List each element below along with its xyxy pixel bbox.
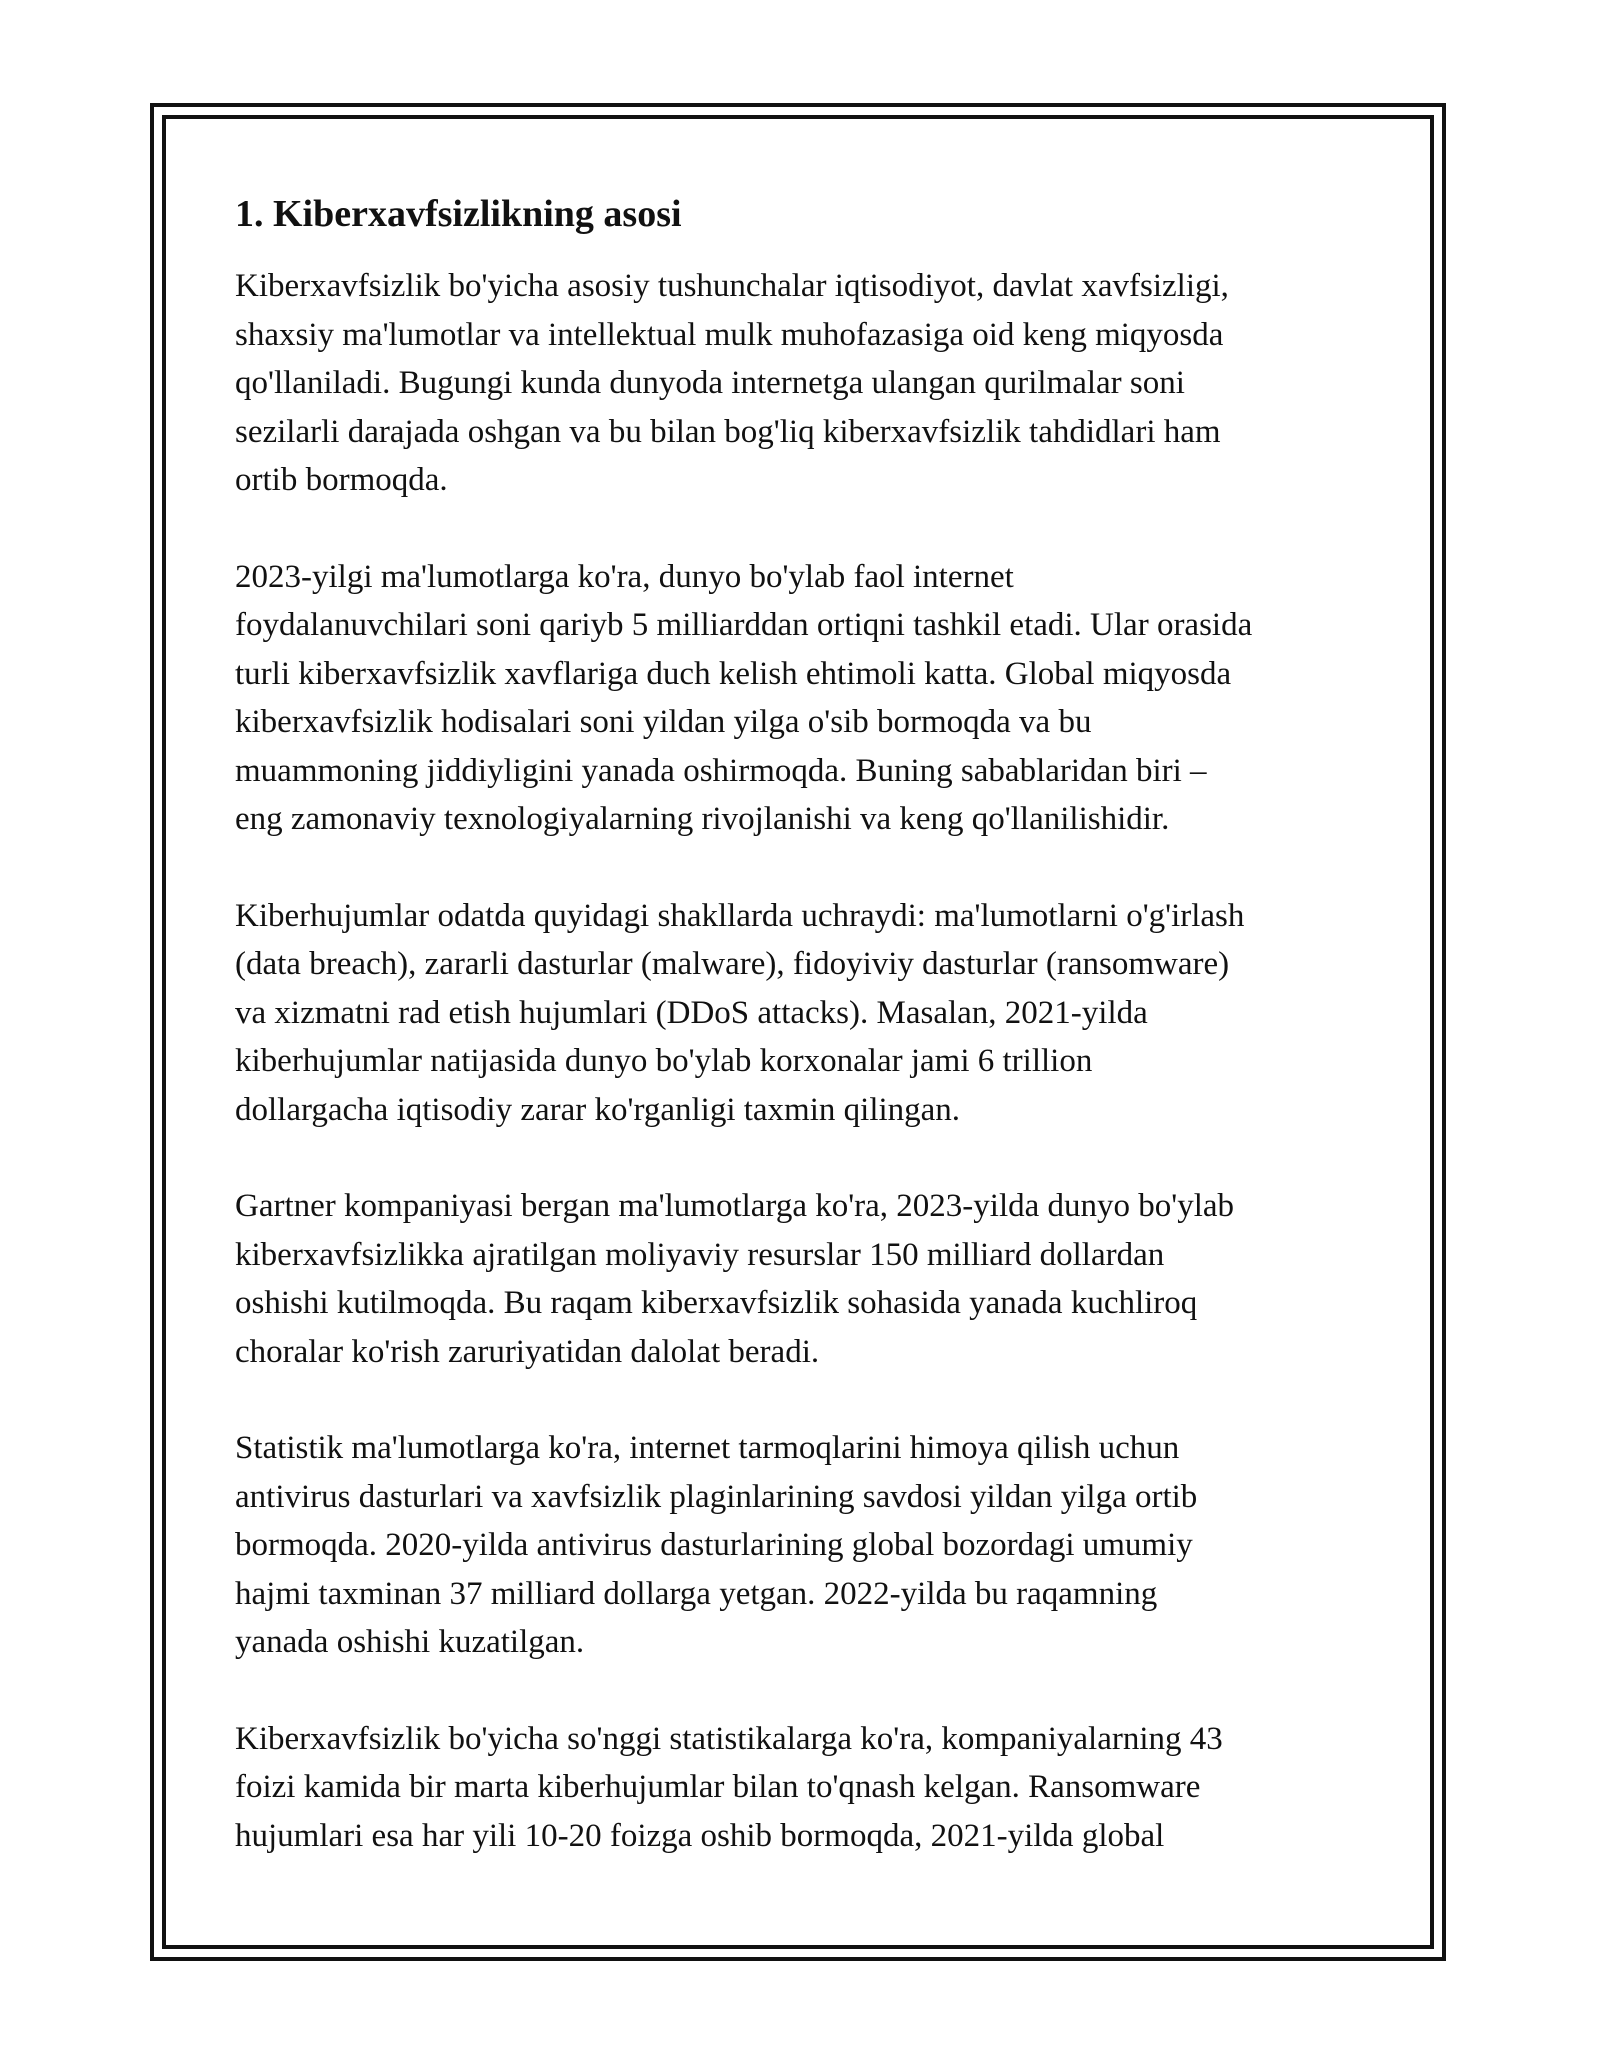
paragraph-line: yanada oshishi kuzatilgan. [235,1624,585,1660]
section-heading: 1. Kiberxavfsizlikning asosi [235,193,682,235]
paragraph [235,892,1385,1135]
paragraph [235,1715,1385,1861]
paragraph-line: kiberxavfsizlikka ajratilgan moliyaviy resurslar 150 milliard dollardan [235,1236,1165,1273]
paragraph-line: turli kiberxavfsizlik xavflariga duch kelish ehtimoli katta. Global miqyosda [235,655,1232,692]
paragraph-line: hujumlari esa har yili 10-20 foizga oshib bormoqda, 2021-yilda global [235,1817,1165,1854]
paragraph-line: foizi kamida bir marta kiberhujumlar bilan to'qnash kelgan. Ransomware [235,1769,1201,1805]
document-body [235,186,1385,1908]
paragraph-list [235,262,1385,1860]
paragraph [235,553,1385,844]
paragraph-line: antivirus dasturlari va xavfsizlik plaginlarining savdosi yildan yilga ortib [235,1478,1198,1515]
paragraph-line: kiberhujumlar natijasida dunyo bo'ylab korxonalar jami 6 trillion [235,1043,1093,1079]
paragraph-line: bormoqda. 2020-yilda antivirus dasturlarining global bozordagi umumiy [235,1527,1193,1563]
paragraph [235,262,1385,505]
paragraph-line: muammoning jiddiyligini yanada oshirmoqda. Buning sabablaridan biri – [235,752,1207,789]
paragraph-line: ortib bormoqda. [235,462,448,498]
paragraph-line: hajmi taxminan 37 milliard dollarga yetgan. 2022-yilda bu raqamning [235,1575,1158,1612]
paragraph-line: va xizmatni rad etish hujumlari (DDoS attacks). Masalan, 2021-yilda [235,994,1148,1031]
paragraph-line: foydalanuvchilari soni qariyb 5 milliarddan ortiqni tashkil etadi. Ular orasida [235,607,1253,643]
paragraph-line: qo'llaniladi. Bugungi kunda dunyoda internetga ulangan qurilmalar soni [235,365,1185,401]
paragraph-line: Statistik ma'lumotlarga ko'ra, internet tarmoqlarini himoya qilish uchun [235,1430,1180,1466]
paragraph-line: oshishi kutilmoqda. Bu raqam kiberxavfsizlik sohasida yanada kuchliroq [235,1285,1198,1321]
paragraph-line: 2023-yilgi ma'lumotlarga ko'ra, dunyo bo'ylab faol internet [235,558,1014,595]
paragraph-line: Gartner kompaniyasi bergan ma'lumotlarga ko'ra, 2023-yilda dunyo bo'ylab [235,1188,1235,1224]
paragraph-line: Kiberxavfsizlik bo'yicha so'nggi statistikalarga ko'ra, kompaniyalarning 43 [235,1720,1223,1757]
paragraph-line: dollargacha iqtisodiy zarar ko'rganligi taxmin qilingan. [235,1091,961,1128]
paragraph-line: sezilarli darajada oshgan va bu bilan bog'liq kiberxavfsizlik tahdidlari ham [235,413,1221,450]
paragraph-line: shaxsiy ma'lumotlar va intellektual mulk muhofazasiga oid keng miqyosda [235,316,1224,353]
paragraph-line: Kiberhujumlar odatda quyidagi shakllarda uchraydi: ma'lumotlarni o'g'irlash [235,897,1245,934]
paragraph-line: Kiberxavfsizlik bo'yicha asosiy tushunchalar iqtisodiyot, davlat xavfsizligi, [235,268,1229,304]
paragraph-line: kiberxavfsizlik hodisalari soni yildan yilga o'sib bormoqda va bu [235,704,1092,740]
paragraph-line: (data breach), zararli dasturlar (malware), fidoyiviy dasturlar (ransomware) [235,946,1230,982]
paragraph [235,1424,1385,1667]
paragraph-line: eng zamonaviy texnologiyalarning rivojlanishi va keng qo'llanilishidir. [235,801,1170,837]
paragraph [235,1182,1385,1376]
paragraph-line: choralar ko'rish zaruriyatidan dalolat beradi. [235,1333,820,1370]
